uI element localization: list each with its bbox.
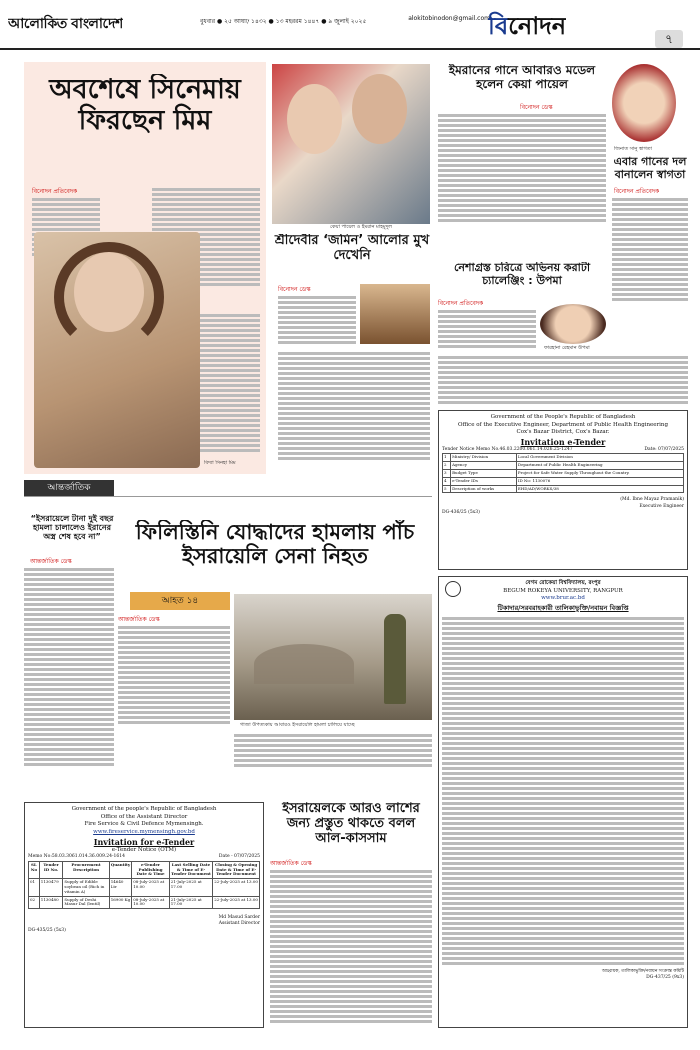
tender-brur-url[interactable]: www.brur.ac.bd [541, 595, 585, 602]
table-cell: Budget Type [451, 469, 517, 477]
table-header-cell: Closing & Opening Date & Time of E-Tender Document [213, 861, 260, 878]
smoke-cloud [254, 644, 354, 684]
swagata-body [612, 196, 688, 303]
lead-byline: বিনোদন প্রতিবেদক [32, 188, 78, 195]
table-cell: 1130479 [39, 879, 63, 896]
university-logo-icon [445, 581, 461, 597]
tender-dphe-district: Cox's Bazar District, Cox's Bazar. [516, 429, 610, 436]
upama-photo [540, 304, 606, 344]
photo-face-right [352, 74, 407, 144]
tender-dphe-signer: (Md. Ibne Mayaz Pramanik) [620, 497, 684, 503]
table-header-cell: SL No [29, 861, 40, 878]
second-headline: ইসরায়েলকে আরও লাশের জন্য প্রস্তুত থাকতে বলল আল-কাসসাম [282, 802, 420, 846]
side-body [24, 566, 114, 768]
couple-photo-caption: কেয়া পায়েল ও ইমরান মাহমুদুল [330, 224, 393, 230]
soldier-figure [384, 614, 406, 704]
tender-fire-subtitle: e-Tender Notice (OTM) [111, 846, 177, 853]
table-row [443, 469, 684, 477]
tender-fire-signer: Md Masud Sarder [218, 915, 260, 921]
lead-body-col3 [200, 312, 260, 454]
section-name: বিনোদন [488, 12, 567, 40]
couple-photo [272, 64, 430, 224]
upama-body-lower [438, 354, 688, 406]
sridevi-headline: শ্রীদেবীর ‘জমিন’ আলোর মুখ দেখেনি [274, 234, 430, 263]
side-byline: আন্তর্জাতিক ডেস্ক [30, 558, 72, 565]
sridevi-body-lower [278, 350, 430, 462]
tender-fire [24, 802, 264, 1028]
table-header-cell: Last Selling Date & Time of E-Tender Document [169, 861, 212, 878]
tender-dphe-gov: Government of the People's Republic of Bangladesh [490, 414, 636, 420]
table-cell: 4 [443, 477, 451, 485]
tender-brur-title: টিকাদার/সরবরাহকারী তালিকাভুক্তি/নবায়ন বিজ্ঞপ্তি [497, 604, 629, 613]
sridevi-byline: বিনোদন ডেস্ক [278, 286, 311, 293]
swagata-headline: এবার গানের দল বানালেন স্বাগতা [613, 156, 687, 181]
tender-dphe-memo-row [442, 447, 684, 453]
table-cell: 1130480 [39, 896, 63, 909]
lead-story [24, 62, 266, 474]
contact-email: alokitobinodon@gmail.com [408, 15, 490, 22]
table-cell: Local Government Division [516, 454, 683, 462]
table-row [29, 896, 260, 909]
table-cell: 21-July-2025 at 17.00 [169, 896, 212, 909]
table-cell: 5 [443, 485, 451, 493]
table-header-cell: Procurement Description [63, 861, 109, 878]
tender-fire-url[interactable]: www.fireservice.mymensingh.gov.bd [93, 829, 195, 836]
dateline: বুধবার ● ২৫ আষাঢ় ১৪৩২ ● ১৩ মহররম ১৪৪৭ ● ৯ জুলাই ২০২৫ [200, 18, 367, 25]
table-cell: Supply of Edible soybean oil (Rich in vitamin A) [63, 879, 109, 896]
table-header-cell: e-Tender Publishing Date & Time [132, 861, 169, 878]
main-body [118, 624, 230, 726]
table-cell: Department of Public Health Engineering [516, 462, 683, 470]
table-row [443, 477, 684, 485]
tender-dphe-title: Invitation e-Tender [520, 437, 606, 448]
keya-byline: বিনোদন ডেস্ক [520, 104, 553, 111]
table-row [443, 485, 684, 493]
table-header-cell: Quantity [109, 861, 132, 878]
photo-face-left [287, 84, 342, 154]
table-cell: 3 [443, 469, 451, 477]
table-cell: 14640 Ltr [109, 879, 132, 896]
tender-brur-university: বেগম রোকেয়া বিশ্ববিদ্যালয়, রংপুর [525, 580, 601, 586]
lead-headline: অবশেষে সিনেমায় ফিরছেন মিম [49, 74, 241, 137]
table-cell: 2 [443, 462, 451, 470]
table-cell: Supply of Deshi Masur Dal (lentil) [63, 896, 109, 909]
tender-fire-dept: Fire Service & Civil Defence Mymensingh. [84, 821, 204, 828]
table-row [443, 462, 684, 470]
tender-dphe [438, 410, 688, 570]
jump-tag: আহত ১৪ [130, 592, 230, 610]
table-cell: 02 [29, 896, 40, 909]
keya-headline: ইমরানের গানে আবারও মডেল হলেন কেয়া পায়েল [448, 64, 596, 91]
upama-byline: বিনোদন প্রতিবেদক [438, 300, 484, 307]
main-body-lower [234, 732, 432, 769]
main-headline: ফিলিস্তিনি যোদ্ধাদের হামলায় পাঁচ ইসরায়েলি সেনা নিহত [135, 520, 415, 569]
table-cell: 16900 Kg [109, 896, 132, 909]
masthead: আলোকিত বাংলাদেশ [8, 16, 123, 32]
war-photo-caption: গাজা উপত্যকায় আবারও ইসরায়েলি হামলা চালিয়ে যাচ্ছে [240, 722, 355, 728]
tender-fire-memo: Memo No:58.03.3061.014.36.009.24-1614 [28, 854, 125, 860]
tender-dphe-office: Office of the Executive Engineer, Department of Public Health Engineering [457, 421, 668, 428]
keya-body [438, 112, 606, 224]
tender-brur-signer-role: আহ্বায়ক, তালিকাভুক্তি/নবায়ন সংক্রান্ত কমিটি [601, 969, 684, 975]
table-header-cell: Tender ID No. [39, 861, 63, 878]
table-cell: 01 [29, 879, 40, 896]
table-cell: 22-July-2025 at 13.00 [213, 879, 260, 896]
tender-brur [438, 576, 688, 1028]
tender-dphe-signer-role: Executive Engineer [639, 503, 684, 509]
table-cell: 22-July-2025 at 13.00 [213, 896, 260, 909]
lead-photo [34, 232, 200, 468]
side-headline: “ইসরায়েলে টানা দুই বছর হামলা চালালেও ইরানের অস্ত্র শেষ হবে না” [30, 514, 114, 542]
tender-fire-ref: DG-435/25 (5x3) [28, 927, 66, 933]
page-number: ৭ [655, 30, 683, 48]
table-cell: ID No: 1130076 [516, 477, 683, 485]
tender-dphe-ref: DG-436/25 (5x3) [442, 509, 480, 515]
table-row [443, 454, 684, 462]
table-cell: 21-July-2025 at 17.00 [169, 879, 212, 896]
lead-photo-caption: বিদ্যা সিনহা মিম [204, 460, 236, 466]
tender-brur-ref: DG-437/25 (9x3) [646, 975, 684, 981]
swagata-photo [612, 64, 676, 142]
table-cell: 08-July-2025 at 10.00 [132, 879, 169, 896]
upama-photo-caption: ফারহানা রেহমান উপমা [544, 345, 590, 351]
tender-fire-title: Invitation for e-Tender [93, 836, 195, 847]
upama-headline: নেশাগ্রস্ত চরিত্রে অভিনয় করাটা চ্যালেঞ্জিং : উপমা [453, 262, 591, 287]
upama-body [438, 308, 536, 350]
international-section-label: আন্তর্জাতিক [24, 480, 114, 496]
swagata-photo-caption: জিনাত সানু স্বাগতা [614, 146, 652, 152]
tender-dphe-memo: Tender Notice Memo No.46.03.2200.061.14.026.25-1247 [442, 447, 573, 453]
table-row [29, 879, 260, 896]
tender-dphe-table [442, 453, 684, 493]
tender-brur-grid [442, 617, 684, 965]
section-rule [24, 496, 432, 497]
second-body [270, 868, 432, 1025]
tender-dphe-date: Date: 07/07/2025 [644, 447, 684, 453]
tender-fire-date: Date - 07/07/2025 [218, 854, 260, 860]
swagata-byline: বিনোদন প্রতিবেদক [614, 188, 660, 195]
table-cell: EHD/AD/WORKS/38 [516, 485, 683, 493]
tender-fire-gov: Government of the people's Republic of Bangladesh [71, 806, 217, 812]
table-cell: Agency [451, 462, 517, 470]
table-cell: Description of works [451, 485, 517, 493]
tender-fire-office: Office of the Assistant Director [100, 813, 188, 820]
tender-fire-signer-role: Assistant Director [218, 921, 260, 927]
tender-brur-university-en: BEGUM ROKEYA UNIVERSITY, RANGPUR [503, 587, 623, 594]
main-byline: আন্তর্জাতিক ডেস্ক [118, 616, 160, 623]
table-cell: Project for Safe Water Supply Throughout the Country. [516, 469, 683, 477]
sridevi-photo [360, 284, 430, 344]
war-photo [234, 594, 432, 720]
table-cell: 08-July-2025 at 10.00 [132, 896, 169, 909]
table-cell: 1 [443, 454, 451, 462]
table-cell: Ministry/ Division [451, 454, 517, 462]
tender-fire-table [28, 861, 260, 909]
portrait-hair [54, 242, 164, 352]
table-cell: e-Tender IDs [451, 477, 517, 485]
page-header [0, 0, 700, 50]
second-byline: আন্তর্জাতিক ডেস্ক [270, 860, 312, 867]
sridevi-body [278, 294, 356, 346]
